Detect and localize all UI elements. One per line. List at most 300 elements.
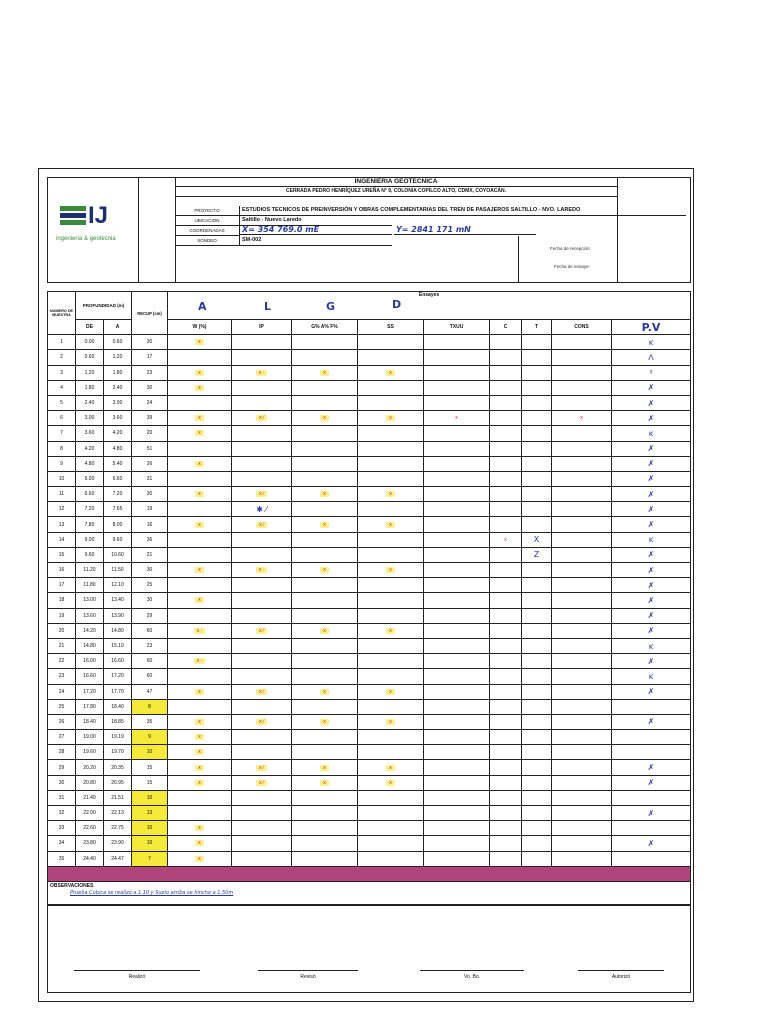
cell-value: 35 bbox=[58, 855, 65, 862]
table-cell bbox=[132, 563, 168, 578]
table-cell bbox=[292, 730, 358, 745]
pv-mark: ✗ bbox=[647, 474, 655, 484]
pv-mark: ✗ bbox=[647, 611, 655, 621]
table-cell bbox=[232, 654, 292, 669]
table-cell bbox=[76, 426, 104, 441]
table-cell bbox=[552, 563, 612, 578]
table-cell bbox=[490, 684, 522, 699]
pen-mark: G bbox=[326, 300, 336, 313]
table-cell bbox=[132, 380, 168, 395]
table-cell bbox=[168, 760, 232, 775]
pv-mark: ✗ bbox=[647, 808, 655, 818]
table-cell bbox=[104, 684, 132, 699]
table-cell bbox=[358, 836, 424, 851]
table-cell bbox=[612, 714, 691, 729]
cell-value: 14.20 bbox=[83, 627, 96, 634]
cell-value: 14.80 bbox=[83, 643, 96, 650]
sig-line bbox=[74, 970, 200, 971]
pen-mark: X bbox=[533, 535, 540, 545]
table-cell bbox=[490, 456, 522, 471]
table-cell bbox=[132, 502, 168, 517]
table-cell bbox=[48, 335, 76, 350]
table-row bbox=[48, 806, 691, 821]
table-cell bbox=[424, 836, 490, 851]
table-cell bbox=[168, 806, 232, 821]
logo-cell bbox=[48, 178, 139, 282]
table-cell bbox=[292, 851, 358, 866]
table-cell bbox=[132, 836, 168, 851]
cell-value: 6.60 bbox=[84, 491, 95, 498]
cell-value: 20 bbox=[58, 627, 65, 634]
table-cell bbox=[232, 411, 292, 426]
cell-value: 26 bbox=[146, 460, 153, 467]
sig-label-reviso: Revisó bbox=[300, 974, 316, 980]
test-mark: x bbox=[455, 415, 458, 422]
table-cell bbox=[552, 790, 612, 805]
table-cell bbox=[358, 441, 424, 456]
table-cell bbox=[612, 487, 691, 502]
table-cell bbox=[292, 563, 358, 578]
table-cell bbox=[104, 654, 132, 669]
test-mark: x bbox=[195, 491, 204, 497]
table-cell bbox=[292, 669, 358, 684]
table-cell bbox=[104, 335, 132, 350]
table-cell bbox=[292, 456, 358, 471]
table-cell bbox=[104, 790, 132, 805]
pv-mark: ✗ bbox=[647, 595, 655, 605]
cell-value: 7 bbox=[148, 855, 151, 862]
cell-value: 11 bbox=[58, 491, 65, 498]
table-cell bbox=[48, 502, 76, 517]
cell-value: 26 bbox=[58, 718, 65, 725]
table-cell bbox=[490, 395, 522, 410]
cell-value: 1.20 bbox=[84, 369, 95, 376]
cell-value: 20.20 bbox=[83, 764, 96, 771]
table-cell bbox=[168, 395, 232, 410]
table-cell bbox=[612, 654, 691, 669]
table-cell bbox=[232, 806, 292, 821]
observaciones-box bbox=[47, 881, 691, 905]
header-recup: RECUP (cm) bbox=[132, 292, 168, 335]
table-cell bbox=[104, 502, 132, 517]
value-coord-y: Y= 2841 171 mN bbox=[394, 225, 536, 235]
table-cell bbox=[48, 411, 76, 426]
table-cell bbox=[132, 654, 168, 669]
table-cell bbox=[168, 654, 232, 669]
table-cell bbox=[76, 714, 104, 729]
cell-value: 17.20 bbox=[83, 688, 96, 695]
cell-value: 4.80 bbox=[84, 460, 95, 467]
table-cell bbox=[232, 669, 292, 684]
table-cell bbox=[48, 395, 76, 410]
table-cell bbox=[168, 487, 232, 502]
table-cell bbox=[76, 456, 104, 471]
table-cell bbox=[424, 608, 490, 623]
cell-value: 11.20 bbox=[83, 567, 96, 574]
table-cell bbox=[104, 699, 132, 714]
table-cell bbox=[76, 806, 104, 821]
table-row bbox=[48, 669, 691, 684]
table-cell bbox=[490, 471, 522, 486]
test-mark: x bbox=[195, 734, 204, 740]
test-mark: x bbox=[386, 765, 395, 771]
table-cell bbox=[232, 380, 292, 395]
table-cell bbox=[424, 699, 490, 714]
table-cell bbox=[292, 517, 358, 532]
test-mark: x bbox=[195, 840, 204, 846]
table-cell bbox=[424, 760, 490, 775]
table-cell bbox=[104, 380, 132, 395]
table-cell bbox=[522, 380, 552, 395]
table-cell bbox=[490, 836, 522, 851]
table-row bbox=[48, 714, 691, 729]
table-cell bbox=[358, 608, 424, 623]
table-cell bbox=[490, 608, 522, 623]
table-cell bbox=[76, 745, 104, 760]
test-mark: x ⁄ bbox=[256, 628, 267, 634]
test-mark: x bbox=[320, 765, 329, 771]
table-cell bbox=[490, 790, 522, 805]
cell-value: 30 bbox=[146, 597, 153, 604]
cell-value: 9.00 bbox=[84, 536, 95, 543]
table-cell bbox=[612, 411, 691, 426]
label-coordenadas: COORDENADAS bbox=[175, 226, 240, 236]
table-cell bbox=[168, 821, 232, 836]
cell-value: 15 bbox=[146, 764, 153, 771]
fecha-ensaye: Fecha de ensaye: bbox=[554, 264, 590, 269]
pv-mark: ᴋ bbox=[648, 641, 654, 651]
table-row bbox=[48, 547, 691, 562]
table-cell bbox=[522, 502, 552, 517]
table-row bbox=[48, 760, 691, 775]
table-row bbox=[48, 563, 691, 578]
table-cell bbox=[48, 365, 76, 380]
table-cell bbox=[76, 790, 104, 805]
table-cell bbox=[132, 578, 168, 593]
cell-value: 36 bbox=[146, 536, 153, 543]
table-cell bbox=[358, 411, 424, 426]
sig-label-autorizo: Autorizó bbox=[611, 974, 631, 980]
table-cell bbox=[168, 593, 232, 608]
table-cell bbox=[490, 806, 522, 821]
test-mark: x bbox=[195, 430, 204, 436]
table-cell bbox=[424, 471, 490, 486]
pv-mark: ✗ bbox=[647, 580, 655, 590]
table-cell bbox=[552, 638, 612, 653]
header-col: G% A% F% bbox=[292, 320, 358, 335]
test-mark: x ⁄ bbox=[256, 415, 267, 421]
table-cell bbox=[552, 350, 612, 365]
table-cell bbox=[552, 836, 612, 851]
cell-value: 3.00 bbox=[84, 415, 95, 422]
table-cell bbox=[490, 335, 522, 350]
table-cell bbox=[552, 380, 612, 395]
table-cell bbox=[232, 441, 292, 456]
table-cell bbox=[424, 380, 490, 395]
test-mark: x · bbox=[194, 628, 206, 634]
table-cell bbox=[490, 547, 522, 562]
table-cell bbox=[76, 775, 104, 790]
table-cell bbox=[104, 730, 132, 745]
cell-value: 31 bbox=[58, 794, 65, 801]
cell-value: 6.60 bbox=[112, 475, 123, 482]
test-mark: x bbox=[386, 370, 395, 376]
label-proyecto: PROYECTO bbox=[175, 206, 240, 216]
table-cell bbox=[612, 821, 691, 836]
divider bbox=[518, 236, 519, 282]
table-cell bbox=[424, 563, 490, 578]
table-cell bbox=[522, 532, 552, 547]
header-col: SS bbox=[358, 320, 424, 335]
table-cell bbox=[552, 806, 612, 821]
pv-mark: ✗ bbox=[647, 626, 655, 636]
table-cell bbox=[132, 821, 168, 836]
table-cell bbox=[552, 456, 612, 471]
table-cell bbox=[552, 714, 612, 729]
table-cell bbox=[168, 790, 232, 805]
table-cell bbox=[104, 593, 132, 608]
table-cell bbox=[552, 517, 612, 532]
test-mark: x bbox=[195, 385, 204, 391]
cell-value: 17 bbox=[58, 582, 65, 589]
table-cell bbox=[232, 547, 292, 562]
label-ubicacion: UBICACIÓN bbox=[175, 216, 240, 226]
cell-value: 17.80 bbox=[83, 703, 96, 710]
cell-value: 24.47 bbox=[111, 855, 124, 862]
cell-value: 6 bbox=[60, 415, 63, 422]
header-col: W (%) bbox=[168, 320, 232, 335]
table-cell bbox=[132, 471, 168, 486]
pv-mark: ᐱ bbox=[648, 352, 654, 362]
table-row bbox=[48, 623, 691, 638]
cell-value: 17.20 bbox=[111, 673, 124, 680]
cell-value: 30 bbox=[146, 384, 153, 391]
cell-value: 9 bbox=[60, 460, 63, 467]
table-cell bbox=[612, 669, 691, 684]
table-cell bbox=[232, 487, 292, 502]
test-mark: x bbox=[195, 597, 204, 603]
table-cell bbox=[490, 426, 522, 441]
cell-value: 8.00 bbox=[112, 521, 123, 528]
table-cell bbox=[522, 517, 552, 532]
table-cell bbox=[552, 745, 612, 760]
cell-value: 15.10 bbox=[111, 643, 124, 650]
cell-value: 3 bbox=[60, 369, 63, 376]
cell-value: 16.60 bbox=[111, 658, 124, 665]
cell-value: 21.51 bbox=[111, 794, 124, 801]
test-mark: x ⁄ bbox=[256, 780, 267, 786]
table-cell bbox=[48, 745, 76, 760]
table-cell bbox=[612, 851, 691, 866]
table-cell bbox=[76, 836, 104, 851]
header-col: TXUU bbox=[424, 320, 490, 335]
table-cell bbox=[132, 411, 168, 426]
table-cell bbox=[424, 411, 490, 426]
table-cell bbox=[292, 638, 358, 653]
table-cell bbox=[522, 821, 552, 836]
table-cell bbox=[76, 350, 104, 365]
cell-value: 29 bbox=[146, 612, 153, 619]
cell-value: 30 bbox=[146, 491, 153, 498]
table-cell bbox=[552, 335, 612, 350]
table-cell bbox=[292, 714, 358, 729]
table-cell bbox=[612, 608, 691, 623]
table-cell bbox=[104, 821, 132, 836]
table-cell bbox=[522, 608, 552, 623]
observaciones-label: OBSERVACIONES bbox=[50, 883, 94, 889]
magenta-bar-row bbox=[48, 866, 691, 881]
cell-value: 0.00 bbox=[84, 339, 95, 346]
table-cell bbox=[48, 456, 76, 471]
table-cell bbox=[76, 699, 104, 714]
table-cell bbox=[48, 578, 76, 593]
cell-value: 23.90 bbox=[111, 840, 124, 847]
cell-value: 7 bbox=[60, 430, 63, 437]
table-cell bbox=[48, 836, 76, 851]
table-cell bbox=[552, 851, 612, 866]
test-mark: x bbox=[320, 628, 329, 634]
table-cell bbox=[232, 593, 292, 608]
table-cell bbox=[132, 730, 168, 745]
table-cell bbox=[168, 335, 232, 350]
table-cell bbox=[168, 426, 232, 441]
table-cell bbox=[612, 456, 691, 471]
table-cell bbox=[552, 441, 612, 456]
table-cell bbox=[292, 487, 358, 502]
table-cell bbox=[292, 335, 358, 350]
table-cell bbox=[490, 365, 522, 380]
pv-mark: ✗ bbox=[647, 763, 655, 773]
test-mark: x bbox=[386, 719, 395, 725]
table-cell bbox=[48, 806, 76, 821]
table-cell bbox=[292, 836, 358, 851]
table-cell bbox=[612, 593, 691, 608]
cell-value: 35 bbox=[146, 718, 153, 725]
table-cell bbox=[104, 517, 132, 532]
table-cell bbox=[552, 411, 612, 426]
cell-value: 13.90 bbox=[111, 612, 124, 619]
table-cell bbox=[612, 471, 691, 486]
table-cell bbox=[358, 669, 424, 684]
pv-mark: ✗ bbox=[647, 459, 655, 469]
header-numero: NUMERO DE MUESTRA bbox=[48, 292, 76, 335]
table-cell bbox=[168, 836, 232, 851]
table-cell bbox=[168, 380, 232, 395]
table-row bbox=[48, 411, 691, 426]
pen-mark: ✱ ⁄ bbox=[256, 504, 267, 514]
cell-value: 10.60 bbox=[111, 551, 124, 558]
table-cell bbox=[132, 426, 168, 441]
table-cell bbox=[104, 365, 132, 380]
table-cell bbox=[168, 578, 232, 593]
table-cell bbox=[168, 502, 232, 517]
table-row bbox=[48, 487, 691, 502]
cell-value: 22 bbox=[58, 658, 65, 665]
table-cell bbox=[358, 714, 424, 729]
pv-mark: ᵡ bbox=[649, 368, 653, 378]
table-cell bbox=[48, 441, 76, 456]
table-cell bbox=[232, 745, 292, 760]
table-cell bbox=[424, 487, 490, 502]
table-cell bbox=[104, 578, 132, 593]
table-cell bbox=[104, 714, 132, 729]
table-cell bbox=[424, 669, 490, 684]
table-cell bbox=[612, 623, 691, 638]
table-cell bbox=[612, 563, 691, 578]
divider bbox=[617, 178, 618, 282]
table-cell bbox=[490, 487, 522, 502]
test-mark: x bbox=[386, 491, 395, 497]
cell-value: 30 bbox=[146, 567, 153, 574]
cell-value: 17.70 bbox=[111, 688, 124, 695]
table-cell bbox=[48, 851, 76, 866]
table-cell bbox=[76, 395, 104, 410]
table-cell bbox=[292, 623, 358, 638]
cell-value: 2.40 bbox=[112, 384, 123, 391]
table-cell bbox=[76, 623, 104, 638]
cell-value: 4.20 bbox=[112, 430, 123, 437]
table-cell bbox=[552, 775, 612, 790]
table-cell bbox=[168, 730, 232, 745]
table-cell bbox=[522, 851, 552, 866]
table-cell bbox=[48, 775, 76, 790]
table-cell bbox=[76, 593, 104, 608]
table-cell bbox=[424, 654, 490, 669]
cell-value: 29 bbox=[58, 764, 65, 771]
table-row bbox=[48, 851, 691, 866]
test-mark: x bbox=[386, 689, 395, 695]
cell-value: 22.60 bbox=[83, 825, 96, 832]
table-cell bbox=[424, 638, 490, 653]
table-cell bbox=[104, 623, 132, 638]
pv-mark: ✗ bbox=[647, 565, 655, 575]
cell-value: 19.00 bbox=[83, 734, 96, 741]
test-mark: x bbox=[386, 628, 395, 634]
table-cell bbox=[490, 578, 522, 593]
table-cell bbox=[612, 775, 691, 790]
table-cell bbox=[522, 623, 552, 638]
table-cell bbox=[232, 563, 292, 578]
pv-mark: ✗ bbox=[647, 838, 655, 848]
table-cell bbox=[232, 335, 292, 350]
cell-value: 6.00 bbox=[84, 475, 95, 482]
test-mark: x bbox=[195, 689, 204, 695]
table-cell bbox=[48, 471, 76, 486]
pv-mark: ✗ bbox=[647, 717, 655, 727]
table-cell bbox=[76, 638, 104, 653]
table-cell bbox=[292, 532, 358, 547]
cell-value: 17 bbox=[146, 354, 153, 361]
table-cell bbox=[552, 730, 612, 745]
table-cell bbox=[424, 350, 490, 365]
table-cell bbox=[358, 532, 424, 547]
test-mark: x bbox=[580, 415, 583, 422]
table-cell bbox=[358, 745, 424, 760]
cell-value: 19 bbox=[58, 612, 65, 619]
table-cell bbox=[232, 578, 292, 593]
table-cell bbox=[612, 426, 691, 441]
pv-mark: ✗ bbox=[647, 444, 655, 454]
signature-box bbox=[47, 905, 691, 993]
cell-value: 10 bbox=[146, 749, 153, 756]
table-cell bbox=[358, 578, 424, 593]
table-row bbox=[48, 471, 691, 486]
table-cell bbox=[424, 790, 490, 805]
table-cell bbox=[48, 821, 76, 836]
table-cell bbox=[522, 456, 552, 471]
table-cell bbox=[132, 350, 168, 365]
table-cell bbox=[132, 669, 168, 684]
